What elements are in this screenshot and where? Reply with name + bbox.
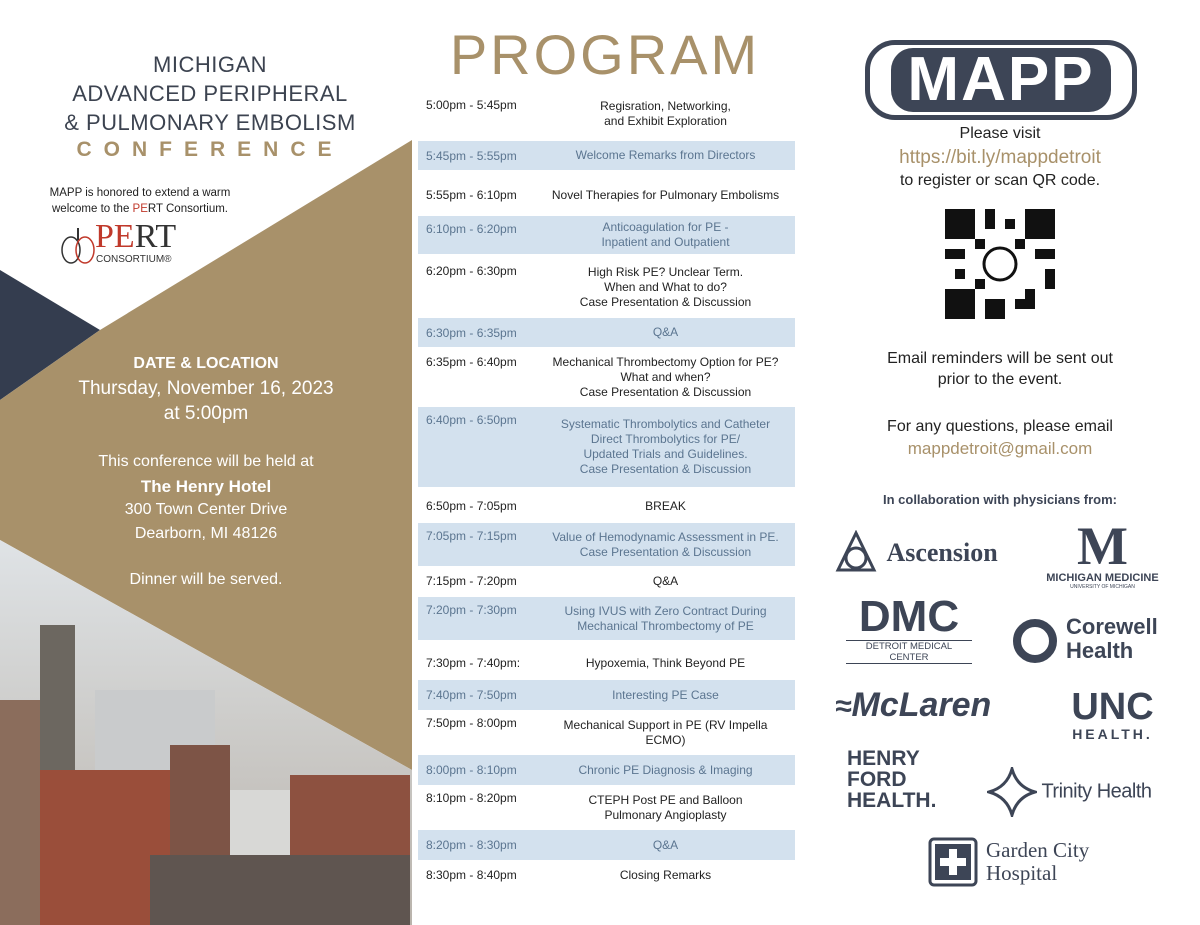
program-row (418, 178, 795, 212)
program-topic: Hypoxemia, Think Beyond PE (585, 655, 746, 670)
program-time: 8:00pm - 8:10pm (426, 763, 517, 777)
trinity-name: Trinity Health (1041, 780, 1152, 803)
hf-line-2: FORD (847, 768, 907, 791)
ascension-knot-icon (830, 530, 882, 576)
pert-rt: RT (134, 218, 177, 255)
program-row (418, 597, 795, 640)
register-note: to register or scan QR code. (899, 172, 1101, 189)
program-row (418, 258, 795, 316)
program-time: 6:10pm - 6:20pm (426, 222, 517, 236)
program-topic: Q&A (652, 325, 679, 339)
location-heading: DATE & LOCATION (133, 355, 279, 372)
program-row (418, 92, 795, 136)
mapp-logo (865, 40, 1137, 120)
corewell-name-2: Health (1066, 638, 1134, 663)
pert-wordmark (95, 218, 176, 256)
program-topic: Q&A (652, 573, 679, 588)
program-time: 5:00pm - 5:45pm (426, 98, 517, 112)
program-topic: Using IVUS with Zero Contract During Mechanical Thrombectomy of PE (564, 603, 767, 633)
program-topic: Interesting PE Case (612, 687, 719, 702)
ascension-name: Ascension (886, 538, 998, 567)
pert-consortium-logo (58, 218, 198, 270)
city: Dearborn, MI 48126 (134, 525, 278, 542)
program-row (418, 830, 795, 860)
welcome-text-end: RT Consortium. (147, 203, 228, 215)
unc-health-logo (1060, 688, 1165, 742)
hospital-cross-icon (928, 837, 978, 887)
program-time: 8:30pm - 8:40pm (426, 868, 517, 882)
please-visit: Please visit (959, 125, 1041, 142)
pert-sub: CONSORTIUM® (96, 254, 172, 265)
unc-sub: HEALTH. (1072, 726, 1153, 742)
program-row (418, 680, 795, 710)
program-time: 7:30pm - 7:40pm: (426, 656, 521, 670)
right-panel (820, 0, 1200, 925)
block-m: M (1077, 516, 1128, 576)
program-time: 6:20pm - 6:30pm (426, 264, 517, 278)
program-topic: Mechanical Support in PE (RV Impella ECMO) (563, 717, 768, 747)
street: 300 Town Center Drive (124, 501, 288, 518)
program-row (418, 490, 795, 522)
pert-pe: PE (95, 218, 135, 255)
program-time: 5:55pm - 6:10pm (426, 188, 517, 202)
mclaren-name: McLaren (851, 686, 992, 724)
program-topic: BREAK (645, 498, 686, 513)
welcome-line-2 (20, 203, 260, 215)
program-row (418, 566, 795, 596)
welcome-line-1: MAPP is honored to extend a warm (49, 187, 231, 199)
program-time: 7:40pm - 7:50pm (426, 688, 517, 702)
program-time: 7:15pm - 7:20pm (426, 574, 517, 588)
program-time: 6:35pm - 6:40pm (426, 355, 517, 369)
program-time: 5:45pm - 5:55pm (426, 148, 517, 163)
program-title: PROGRAM (449, 23, 761, 86)
contact-email[interactable]: mappdetroit@gmail.com (907, 439, 1093, 458)
ascension-logo (830, 530, 998, 576)
program-time: 6:30pm - 6:35pm (426, 325, 517, 340)
program-row (418, 710, 795, 755)
welcome-text: welcome to the (52, 203, 133, 215)
held-at: This conference will be held at (98, 453, 314, 470)
program-topic: Novel Therapies for Pulmonary Embolisms (551, 187, 780, 202)
corewell-swirl-icon (1012, 618, 1058, 664)
trinity-health-logo (987, 767, 1152, 817)
lungs-icon (60, 226, 96, 266)
program-topic: Mechanical Thrombectomy Option for PE? What and when? Case Presentation & Discussion (552, 354, 779, 399)
program-row (418, 523, 795, 566)
venue: The Henry Hotel (140, 477, 272, 496)
michigan-sub: UNIVERSITY OF MICHIGAN (1070, 584, 1135, 590)
program-row (418, 318, 795, 347)
dmc-sub: DETROIT MEDICAL CENTER (846, 640, 972, 664)
trinity-cross-icon (987, 767, 1037, 817)
dmc-logo (846, 592, 972, 664)
program-time: 7:20pm - 7:30pm (426, 603, 517, 617)
reminder-line-2: prior to the event. (937, 371, 1063, 388)
mclaren-wave-icon: ≈ (835, 690, 852, 723)
program-topic: Q&A (652, 837, 679, 852)
michigan-medicine-name: MICHIGAN MEDICINE (1046, 572, 1159, 584)
dinner-note: Dinner will be served. (129, 571, 283, 588)
event-date: Thursday, November 16, 2023 (78, 378, 334, 399)
garden-city-name-1: Garden City (986, 838, 1090, 862)
event-time: at 5:00pm (163, 403, 249, 424)
program-topic: High Risk PE? Unclear Term. When and What to do? Case Presentation & Discussion (579, 264, 752, 309)
program-topic: Chronic PE Diagnosis & Imaging (578, 762, 753, 777)
michigan-medicine-logo (1045, 516, 1160, 590)
questions-note: For any questions, please email (887, 418, 1113, 435)
program-row (418, 141, 795, 170)
mclaren-logo (835, 686, 991, 725)
program-row (418, 755, 795, 785)
program-topic: Regisration, Networking, and Exhibit Exploration (600, 99, 731, 128)
program-time: 6:50pm - 7:05pm (426, 499, 517, 513)
unc-name: UNC (1071, 686, 1154, 728)
program-row (418, 216, 795, 254)
program-topic: CTEPH Post PE and Balloon Pulmonary Angioplasty (588, 792, 743, 822)
corewell-name-1: Corewell (1066, 614, 1158, 639)
qr-code[interactable] (945, 208, 1055, 320)
program-topic: Systematic Thrombolytics and Catheter Direct Thrombolytics for PE/ Updated Trials and Guidelines. Case Presentation & Discussion (560, 417, 771, 476)
program-topic: Closing Remarks (619, 867, 712, 882)
program-topic: Anticoagulation for PE - Inpatient and Outpatient (601, 220, 730, 249)
conference-title-line-1: MICHIGAN (153, 52, 267, 77)
program-row (418, 349, 795, 405)
henry-ford-health-logo (847, 748, 936, 811)
program-row (418, 785, 795, 830)
program-topic: Welcome Remarks from Directors (575, 148, 756, 162)
collaboration-heading: In collaboration with physicians from: (882, 492, 1118, 507)
program-time: 8:20pm - 8:30pm (426, 838, 517, 852)
program-row (418, 645, 795, 681)
mapp-logo-text: MAPP (891, 48, 1110, 112)
program-time: 8:10pm - 8:20pm (426, 791, 517, 805)
hf-line-1: HENRY (847, 747, 920, 770)
registration-link[interactable]: https://bit.ly/mappdetroit (899, 147, 1101, 168)
reminder-line-1: Email reminders will be sent out (887, 350, 1113, 367)
conference-title-line-2: ADVANCED PERIPHERAL (72, 81, 348, 106)
program-time: 7:50pm - 8:00pm (426, 716, 517, 730)
program-row (418, 407, 795, 487)
welcome-pe: PE (132, 203, 148, 215)
conference-word: CONFERENCE (76, 138, 344, 161)
conference-title-line-3: & PULMONARY EMBOLISM (64, 110, 356, 135)
program-time: 6:40pm - 6:50pm (426, 413, 517, 427)
program-time: 7:05pm - 7:15pm (426, 529, 517, 543)
garden-city-name-2: Hospital (986, 861, 1058, 885)
program-row (418, 860, 795, 890)
hf-line-3: HEALTH. (847, 789, 937, 812)
dmc-name: DMC (858, 592, 960, 641)
program-topic: Value of Hemodynamic Assessment in PE. Case Presentation & Discussion (552, 529, 779, 559)
